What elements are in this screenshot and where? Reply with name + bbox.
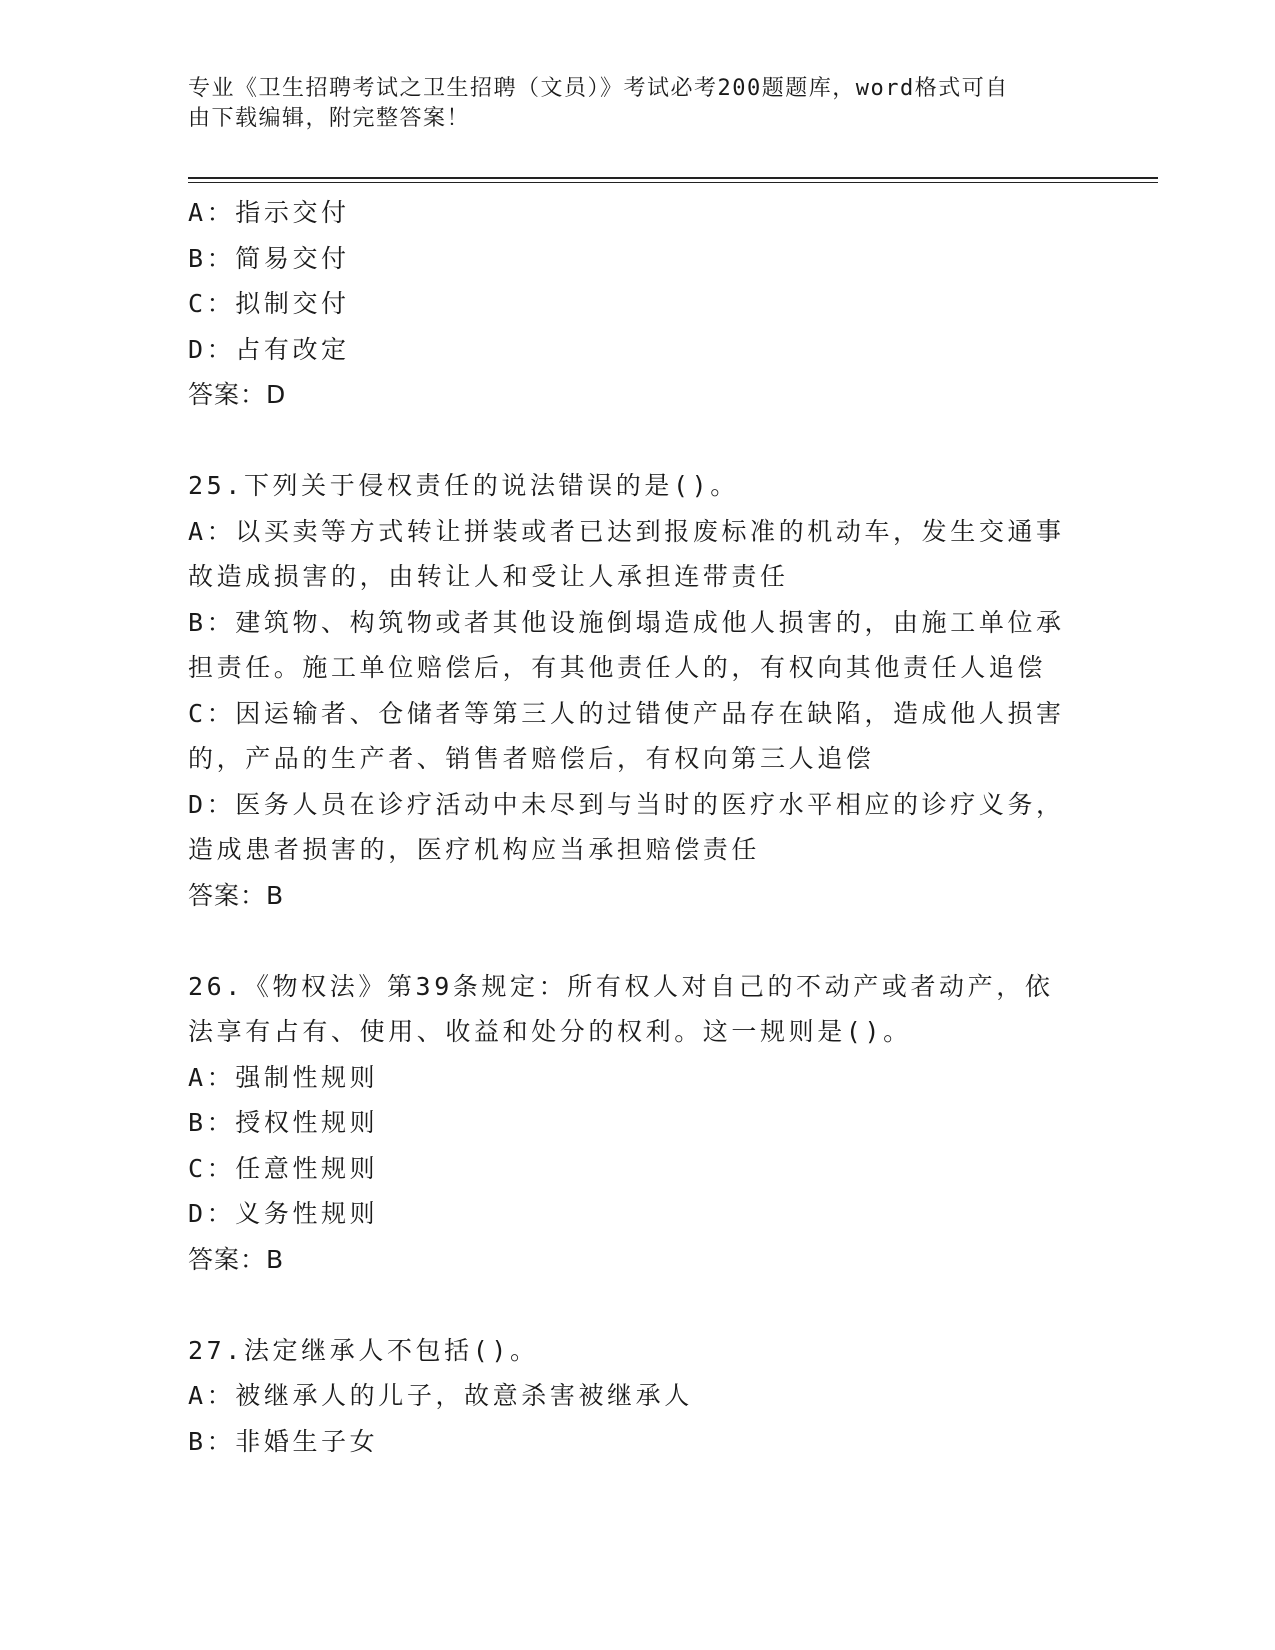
answer-line: 答案：B — [188, 880, 285, 910]
option-a-line-1: A：以买卖等方式转让拼装或者已达到报废标准的机动车，发生交通事 — [188, 516, 1065, 546]
question-block-previous — [188, 190, 1088, 418]
answer-line: 答案：D — [188, 380, 287, 409]
question-text: 25.下列关于侵权责任的说法错误的是()。 — [188, 471, 739, 500]
answer-line: 答案：B — [188, 1244, 285, 1274]
option-c-line-1: C：因运输者、仓储者等第三人的过错使产品存在缺陷，造成他人损害 — [188, 698, 1065, 728]
question-block-25 — [188, 463, 1088, 918]
option-b: B：简易交付 — [188, 243, 350, 273]
option-c-line-2: 的，产品的生产者、销售者赔偿后，有权向第三人追偿 — [188, 744, 875, 773]
option-d-line-2: 造成患者损害的，医疗机构应当承担赔偿责任 — [188, 835, 761, 864]
question-text: 27.法定继承人不包括()。 — [188, 1335, 539, 1365]
question-list — [188, 190, 1088, 1464]
option-a: A：被继承人的儿子，故意杀害被继承人 — [188, 1381, 693, 1410]
option-a: A：指示交付 — [188, 198, 350, 227]
option-a: A：强制性规则 — [188, 1062, 379, 1092]
option-d-line-1: D：医务人员在诊疗活动中未尽到与当时的医疗水平相应的诊疗义务， — [188, 789, 1065, 819]
option-b-line-1: B：建筑物、构筑物或者其他设施倒塌造成他人损害的，由施工单位承 — [188, 607, 1065, 637]
header-divider-thick — [188, 177, 1158, 179]
header-divider-thin — [188, 182, 1158, 183]
option-c: C：任意性规则 — [188, 1153, 379, 1183]
question-text-line-1: 26.《物权法》第39条规定：所有权人对自己的不动产或者动产，依 — [188, 971, 1054, 1001]
question-block-27 — [188, 1328, 1088, 1465]
option-b: B：非婚生子女 — [188, 1426, 379, 1456]
spacer — [188, 918, 1088, 964]
option-b: B：授权性规则 — [188, 1108, 379, 1137]
option-c: C：拟制交付 — [188, 289, 350, 318]
option-a-line-2: 故造成损害的，由转让人和受让人承担连带责任 — [188, 562, 789, 591]
question-block-26 — [188, 964, 1088, 1283]
header-line-1: 专业《卫生招聘考试之卫生招聘（文员）》考试必考200题题库，word格式可自 — [188, 76, 1009, 101]
header-line-2: 由下载编辑，附完整答案！ — [188, 106, 471, 131]
option-b-line-2: 担责任。施工单位赔偿后，有其他责任人的，有权向其他责任人追偿 — [188, 653, 1047, 682]
option-d: D：占有改定 — [188, 334, 350, 364]
document-header — [188, 74, 1068, 134]
spacer — [188, 418, 1088, 464]
spacer — [188, 1282, 1088, 1328]
option-d: D：义务性规则 — [188, 1199, 379, 1228]
question-text-line-2: 法享有占有、使用、收益和处分的权利。这一规则是()。 — [188, 1017, 912, 1046]
